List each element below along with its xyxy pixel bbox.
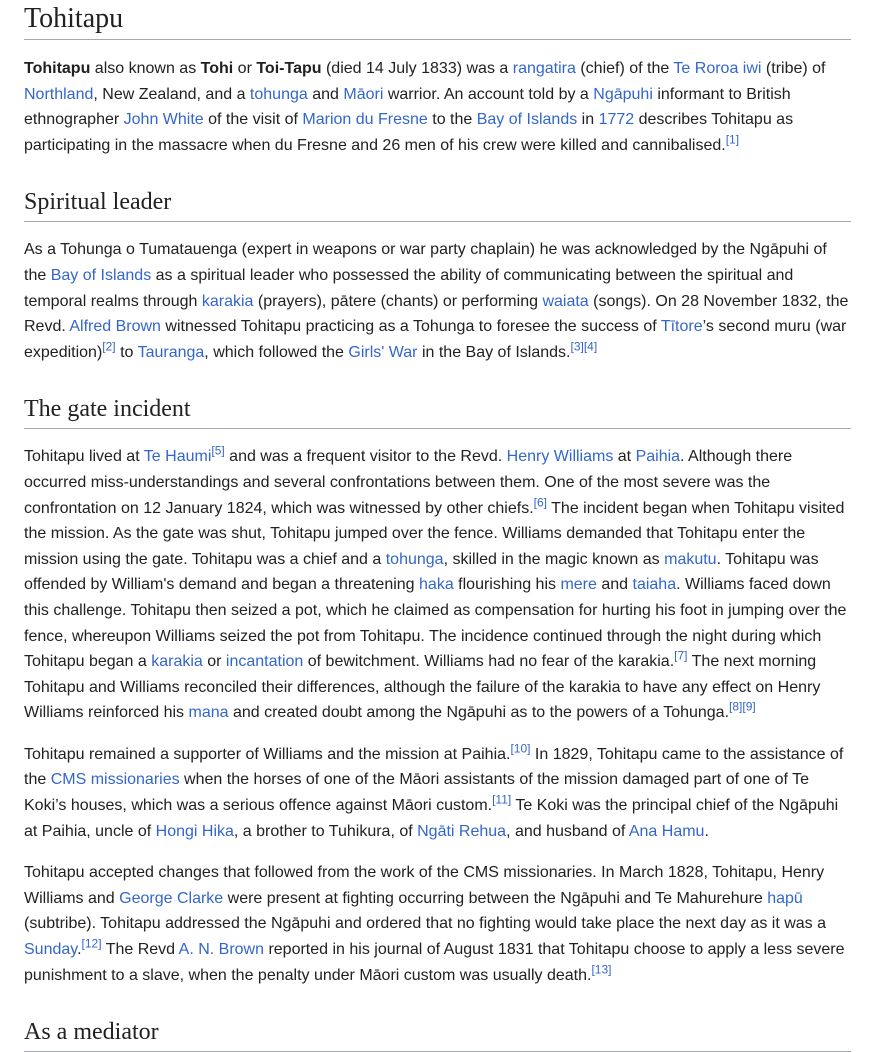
text-run: The next morning Tohitapu and Williams reconciled their differences, although the failure of the karakia to have any effect on Henry Williams reinforced his <box>24 653 821 722</box>
link-paihia[interactable]: Paihia <box>635 448 681 466</box>
text-run: . Williams faced down this challenge. Tohitapu then seized a pot, which he claimed as compensation for hurting his foot in jumping over the fence, whereupon Williams seized the pot from Tohitapu. The incidence continued through the night during which Tohitapu began a <box>24 576 847 671</box>
link-karakia[interactable]: karakia <box>151 653 203 671</box>
link-m-ori[interactable]: Māori <box>343 85 384 103</box>
paragraph <box>24 742 851 844</box>
citation-ref <box>211 444 224 458</box>
text-run: and <box>307 85 344 103</box>
citation-ref <box>534 495 547 509</box>
section-heading: As a mediator <box>24 1016 851 1052</box>
text-run: as a spiritual leader who possessed the ability of communicating between the spiritual and temporal realms through <box>24 266 794 310</box>
text-run: ’s second muru (war expedition) <box>24 318 847 361</box>
text-run: , skilled in the magic known as <box>443 550 665 568</box>
text-run: The Revd <box>101 941 179 959</box>
text-run: at <box>613 448 636 466</box>
paragraph <box>24 444 851 726</box>
text-run: The incident began when Tohitapu visited the mission. As the gate was shut, Tohitapu jumped over the fence. Williams demanded that Tohitapu enter the mission using the gate. Tohitapu was a chief and a <box>24 499 845 568</box>
text-run: when the horses of one of the Māori assistants of the mission damaged part of one of Te Koki’s houses, which was a serious offence against Māori custom. <box>24 771 810 815</box>
section-spiritual-leader <box>24 186 851 365</box>
text-run: or <box>202 653 226 671</box>
link-haka[interactable]: haka <box>419 576 454 594</box>
link-girls-war[interactable]: Girls' War <box>348 343 418 361</box>
citation-link[interactable]: [12] <box>81 936 102 951</box>
text-run: reported in his journal of August 1831 that Tohitapu choose to apply a less severe punishment to a slave, when the penalty under Māori custom was usually death. <box>24 941 845 984</box>
text-run: (subtribe). Tohitapu addressed the Ngāpuhi and ordered that no fighting would take place the next day as it was a <box>24 915 826 933</box>
link-te-haumi[interactable]: Te Haumi <box>143 448 212 466</box>
text-run: of the visit of <box>203 111 303 129</box>
citation-link[interactable]: [5] <box>211 444 225 459</box>
link-hongi-hika[interactable]: Hongi Hika <box>155 822 234 840</box>
citation-ref <box>584 339 597 353</box>
link-marion-du-fresne[interactable]: Marion du Fresne <box>302 111 428 129</box>
link-bay-of-islands[interactable]: Bay of Islands <box>50 266 152 284</box>
paragraph <box>24 237 851 365</box>
link-john-white[interactable]: John White <box>123 111 204 129</box>
text-run: (prayers), pātere (chants) or performing <box>253 292 543 310</box>
bold-term: Tohitapu <box>24 60 91 77</box>
link-makutu[interactable]: makutu <box>664 550 717 568</box>
bold-term: Toi-Tapu <box>256 60 322 77</box>
citation-ref <box>102 339 115 353</box>
link-bay-of-islands[interactable]: Bay of Islands <box>476 111 578 129</box>
text-run: (tribe) of <box>761 60 826 77</box>
text-run: In 1829, Tohitapu came to the assistance of the <box>24 745 844 789</box>
page-title: Tohitapu <box>24 0 851 40</box>
article-sections <box>24 186 851 1052</box>
citation-link[interactable]: [7] <box>674 648 688 663</box>
section-the-gate-incident <box>24 393 851 988</box>
citation-link[interactable]: [4] <box>583 339 598 354</box>
text-run: Te Koki was the principal chief of the Ngāpuhi at Paihia, uncle of <box>24 797 839 840</box>
citation-ref <box>570 339 583 353</box>
section-heading: The gate incident <box>24 393 851 429</box>
citation-ref <box>726 132 739 146</box>
link-ng-puhi[interactable]: Ngāpuhi <box>593 85 653 103</box>
link-t-tore[interactable]: Tītore <box>660 318 703 336</box>
link-tohunga[interactable]: tohunga <box>385 550 444 568</box>
link-tohunga[interactable]: tohunga <box>249 85 308 103</box>
citation-link[interactable]: [1] <box>725 132 740 147</box>
text-run: warrior. An account told by a <box>383 85 594 103</box>
text-run: , a brother to Tuhikura, of <box>233 822 418 840</box>
link-1772[interactable]: 1772 <box>598 111 635 129</box>
citation-link[interactable]: [10] <box>510 741 531 756</box>
text-run: As a Tohunga o Tumatauenga (expert in weapons or war party chaplain) he was acknowledged by the Ngāpuhi of the <box>24 241 827 284</box>
text-run: Tohitapu accepted changes that followed from the work of the CMS missionaries. In March 1828, Tohitapu, Henry Williams and <box>24 864 825 907</box>
link-henry-williams[interactable]: Henry Williams <box>506 448 614 466</box>
citation-link[interactable]: [8] <box>729 699 743 714</box>
link-te-roroa[interactable]: Te Roroa <box>673 60 739 77</box>
link-rangatira[interactable]: rangatira <box>512 60 576 77</box>
link-a-n-brown[interactable]: A. N. Brown <box>178 941 264 959</box>
link-tauranga[interactable]: Tauranga <box>137 343 205 361</box>
text-run: and was a frequent visitor to the Revd. <box>224 448 507 466</box>
citation-ref <box>492 793 511 807</box>
citation-ref <box>742 700 755 714</box>
citation-link[interactable]: [13] <box>591 962 612 977</box>
text-run: and created doubt among the Ngāpuhi as to the powers of a Tohunga. <box>228 704 730 722</box>
text-run: (died 14 July 1833) was a <box>321 60 513 77</box>
link-iwi[interactable]: iwi <box>742 60 762 77</box>
text-run: informant to British ethnographer <box>24 85 791 129</box>
text-run: , which followed the <box>204 343 349 361</box>
citation-ref <box>674 649 687 663</box>
section-heading: Spiritual leader <box>24 186 851 222</box>
text-run: in the Bay of Islands. <box>417 343 571 361</box>
text-run: (chief) of the <box>575 60 674 77</box>
text-run: , New Zealand, and a <box>93 85 250 103</box>
citation-ref <box>82 937 102 951</box>
link-alfred-brown[interactable]: Alfred Brown <box>69 318 161 336</box>
citation-ref <box>729 700 742 714</box>
text-run: Tohitapu remained a supporter of Williams and the mission at Paihia. <box>24 745 511 763</box>
link-cms-missionaries[interactable]: CMS missionaries <box>50 771 180 789</box>
link-northland[interactable]: Northland <box>24 85 94 103</box>
link-waiata[interactable]: waiata <box>542 292 589 310</box>
text-run: . <box>704 822 709 840</box>
citation-ref <box>591 962 611 976</box>
text-run: Tohitapu lived at <box>24 448 144 466</box>
article <box>24 0 851 1052</box>
text-run: were present at fighting occurring between the Ngāpuhi and Te Mahurehure <box>223 889 768 907</box>
text-run: , and husband of <box>506 822 629 840</box>
text-run: . Although there occurred miss-understandings and several confrontations between them. One of the most severe was the confrontation on 12 January 1824, which was witnessed by other chiefs. <box>24 448 793 517</box>
text-run: and <box>596 576 633 594</box>
text-run: or <box>233 60 257 77</box>
text-run: to the <box>427 111 477 129</box>
citation-link[interactable]: [3] <box>570 339 584 354</box>
link-mere[interactable]: mere <box>560 576 597 594</box>
link-karakia[interactable]: karakia <box>201 292 254 310</box>
text-run: also known as <box>90 60 201 77</box>
link-taiaha[interactable]: taiaha <box>632 576 677 594</box>
text-run: (songs). On 28 November 1832, the Revd. <box>24 292 849 336</box>
text-run: . Tohitapu was offended by William's demand and began a threatening <box>24 550 819 594</box>
bold-term: Tohi <box>200 60 234 77</box>
citation-link[interactable]: [6] <box>533 495 547 510</box>
link-ng-ti-rehua[interactable]: Ngāti Rehua <box>417 822 507 840</box>
text-run: to <box>115 343 138 361</box>
link-hap[interactable]: hapū <box>767 889 803 907</box>
text-run: . <box>77 941 82 959</box>
text-run: describes Tohitapu as participating in the massacre when du Fresne and 26 men of his crew were killed and cannibalised. <box>24 111 794 154</box>
paragraph <box>24 860 851 988</box>
link-sunday[interactable]: Sunday <box>24 941 78 959</box>
text-run: of bewitchment. Williams had no fear of the karakia. <box>303 653 675 671</box>
citation-link[interactable]: [9] <box>742 699 756 714</box>
citation-ref <box>510 742 530 756</box>
link-mana[interactable]: mana <box>188 704 229 722</box>
link-incantation[interactable]: incantation <box>225 653 304 671</box>
section-as-a-mediator <box>24 1016 851 1052</box>
text-run: flourishing his <box>453 576 561 594</box>
citation-link[interactable]: [2] <box>102 339 116 354</box>
citation-link[interactable]: [11] <box>492 792 512 807</box>
text-run: in <box>577 111 599 129</box>
intro-paragraph <box>24 56 851 158</box>
link-ana-hamu[interactable]: Ana Hamu <box>628 822 705 840</box>
link-george-clarke[interactable]: George Clarke <box>119 889 224 907</box>
text-run: witnessed Tohitapu practicing as a Tohunga to foresee the success of <box>160 318 661 336</box>
